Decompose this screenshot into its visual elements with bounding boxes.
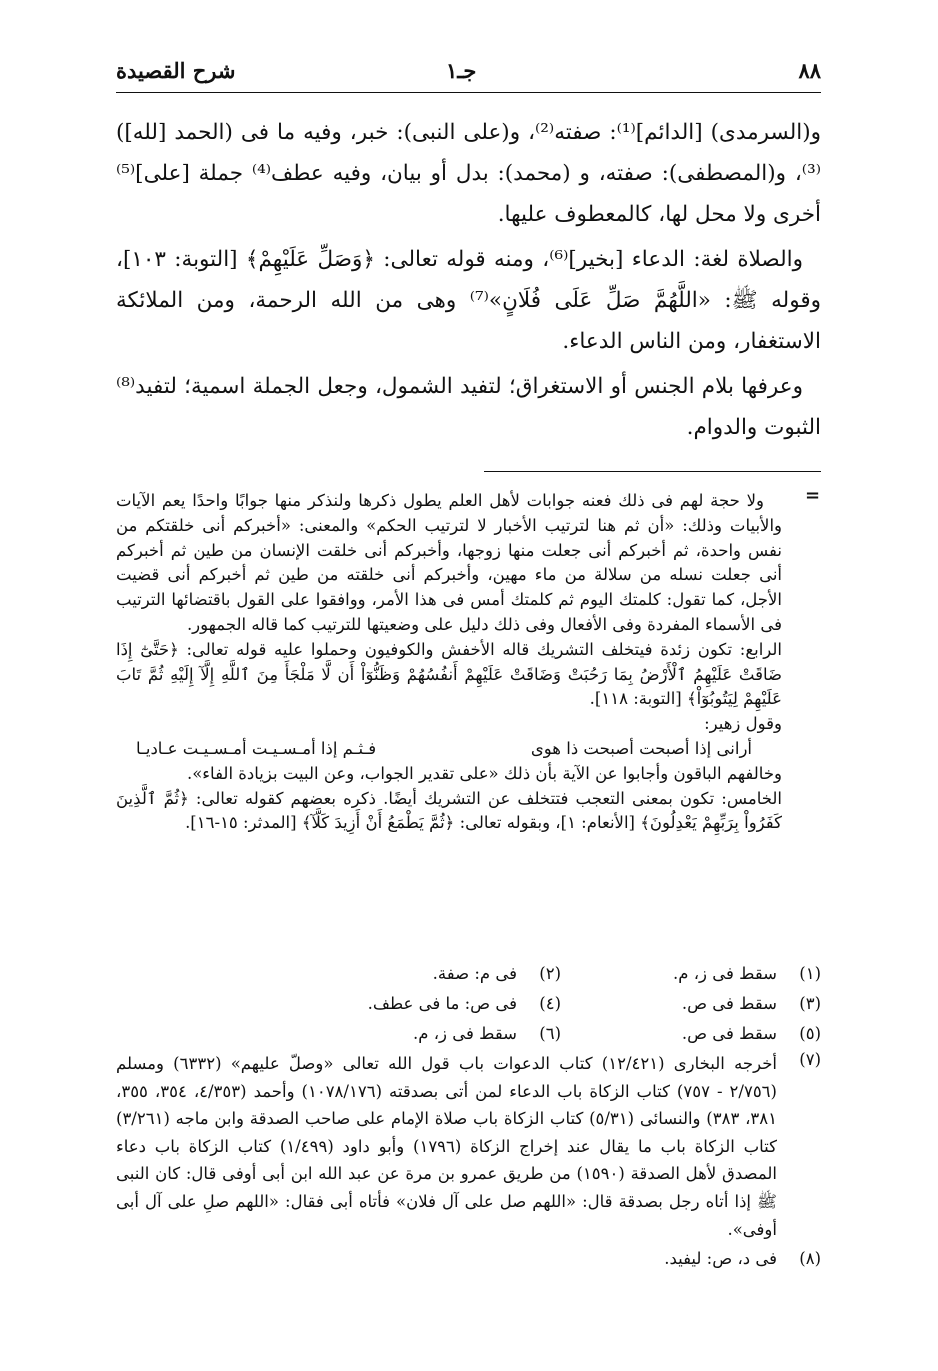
footnote-text: فى د، ص: ليفيد. (664, 1248, 777, 1268)
footnote-number: (٦) (539, 1023, 561, 1043)
footnote-number: (٨) (799, 1248, 821, 1268)
footnote-item (301, 1024, 561, 1043)
footnote-item (301, 964, 561, 983)
footnote-text: فى ص: ما فى عطف. (367, 993, 517, 1013)
footnote-number: (٢) (539, 963, 561, 983)
footnote-paragraph: وخالفهم الباقون وأجابوا عن الآية بأن ذلك «على تقدير الجواب، وعن البيت بزيادة الفاء». (186, 763, 782, 783)
footnote-paragraph: الخامس: تكون بمعنى التعجب فتتخلف عن التشريك أيضًا. ذكره بعضهم كقوله تعالى: ﴿ثُمَّ ٱلَّذِينَ كَفَرُواْ بِرَبِّهِمْ يَعْدِلُونَ﴾ [الأنعام: ١]، وبقوله تعالى: ﴿ثُمَّ يَطْمَعُ أَنْ أَزِيدَ كَلَّآ﴾ [المدثر: ١٥-١٦]. (116, 788, 782, 833)
page-number: ٨٨ (798, 58, 821, 83)
main-paragraph: والصلاة لغة: الدعاء [بخير]⁽⁶⁾، ومنه قوله تعالى: ﴿وَصَلِّ عَلَيْهِمْ﴾ [التوبة: ١٠٣]، وقوله ﷺ: «اللَّهُمَّ صَلِّ عَلَى فُلَانٍ»⁽⁷⁾ وهى من الله الرحمة، ومن الملائكة الاستغفار، ومن الناس الدعاء. (116, 247, 822, 354)
footnote-row (116, 988, 821, 1018)
verse-first-hemistich: أرانى إذا أصبحت أصبحت ذا هوى (530, 738, 752, 758)
main-paragraph: و(السرمدى) [الدائم]⁽¹⁾: صفته⁽²⁾، و(على النبى): خبر، وفيه ما فى (الحمد [لله])⁽³⁾، و(المصطفى): صفته، و (محمد): بدل أو بيان، وفيه عطف⁽⁴⁾ جملة [على]⁽⁵⁾ أخرى ولا محل لها، كالمعطوف عليها. (116, 120, 821, 227)
footnote-item (561, 1249, 821, 1268)
footnote-text: سقط فى ص. (681, 1023, 777, 1043)
footnote-number: (١) (799, 963, 821, 983)
footnote-row (116, 1243, 821, 1273)
volume-label: جـ١ (446, 58, 477, 83)
footnote-item (301, 994, 561, 1013)
footnote-text: سقط فى ص. (681, 993, 777, 1013)
footnote-text: سقط فى ز، م. (413, 1023, 517, 1043)
footnote-number: (٧) (799, 1050, 821, 1069)
poetry-verse (116, 737, 782, 762)
footnote-paragraph: الرابع: تكون زئدة فيتخلف التشريك قاله الأخفش والكوفيون وحملوا عليه قوله تعالى: ﴿حَتَّىٰٓ إِذَا ضَاقَتْ عَلَيْهِمُ ٱلْأَرْضُ بِمَا رَحُبَتْ وَضَاقَتْ عَلَيْهِمْ أَنفُسُهُمْ وَظَنُّوٓاْ أَن لَّا مَلْجَأَ مِنَ ٱللَّهِ إِلَّآ إِلَيْهِ ثُمَّ تَابَ عَلَيْهِمْ لِيَتُوبُوٓاْ﴾ [التوبة: ١١٨]. (116, 639, 782, 709)
verse-second-hemistich: فـثـم إذا أمـسـيـت أمـسـيـت عـاديـا (136, 738, 377, 758)
footnote-text: أخرجه البخارى (١٢/٤٢١) كتاب الدعوات باب قول الله تعالى «وصلّ عليهم» (٦٣٣٢) ومسلم (٢/٧٥٦ - ٧٥٧) كتاب الزكاة باب الدعاء لمن أتى بصدقته (١٠٧٨/١٧٦) وأحمد (٤/٣٥٣، ٣٥٤، ٣٥٥، ٣٨١، ٣٨٣) والنسائى (٥/٣١) كتاب الزكاة باب صلاة الإمام على صاحب الصدقة وابن ماجه (٣/٢٦١) كتاب الزكاة باب ما يقال عند إخراج الزكاة (١٧٩٦) وأبو داود (١/٤٩٩) كتاب الزكاة باب دعاء المصدق لأهل الصدقة (١٥٩٠) من طريق عمرو بن مرة عن عبد الله ابن أبى أوفى قال: كان النبى ﷺ إذا أتاه رجل بصدقة قال: «اللهم صل على آل فلان» فأتاه أبى فقال: «اللهم صلِ على آل أبى أوفى». (116, 1054, 778, 1239)
footnote-divider (484, 471, 821, 472)
main-text (116, 112, 821, 452)
main-paragraph: وعرفها بلام الجنس أو الاستغراق؛ لتفيد الشمول، وجعل الجملة اسمية؛ لتفيد⁽⁸⁾ الثبوت والدوام. (116, 374, 821, 440)
footnote-paragraph: ولا حجة لهم فى ذلك فعنه جوابات لأهل العلم يطول ذكرها ولنذكر منها جوابًا واحدًا يعم الآيات والأبيات وذلك: «أن ثم هنا لترتيب الأخبار لا لترتيب الحكم» والمعنى: «أخبركم أنى خلقتكم من نفس واحدة، ثم أخبركم أنى جعلت منها زوجها، وأخبركم أنى خلقت الإنسان من طين ثم أخبركم أنى جعلت نسله من سلالة من ماء مهين، وأخبركم أنى خلقته من طين ثم أخبركم أنى قضيت الأجل، كما تقول: كلمتك اليوم ثم كلمتك أمس فى هذا الأمر، ووافقوا على القول باقتضائها الترتيب فى الأسماء المفردة وفى الأفعال وفى ذلك دليل على وضعيتها للترتيب كما قاله الجمهور. (116, 491, 782, 634)
footnote-number: (٣) (799, 993, 821, 1013)
footnote-row (116, 958, 821, 988)
header-divider (116, 92, 821, 93)
footnote-continuation (116, 489, 782, 836)
footnote-row (116, 1018, 821, 1048)
footnote-paragraph: وقول زهير: (704, 714, 782, 734)
continuation-marker: = (805, 485, 821, 506)
footnote-text: سقط فى ز، م. (673, 963, 777, 983)
footnote-item (116, 1050, 821, 1243)
footnote-item (561, 964, 821, 983)
footnote-item (561, 994, 821, 1013)
footnote-number: (٥) (799, 1023, 821, 1043)
footnote-text: فى م: صفة. (432, 963, 517, 983)
footnote-item (561, 1024, 821, 1043)
footnote-number: (٤) (539, 993, 561, 1013)
footnotes (116, 958, 821, 1273)
running-title: شرح القصيدة (116, 58, 236, 83)
page-header (116, 58, 821, 88)
